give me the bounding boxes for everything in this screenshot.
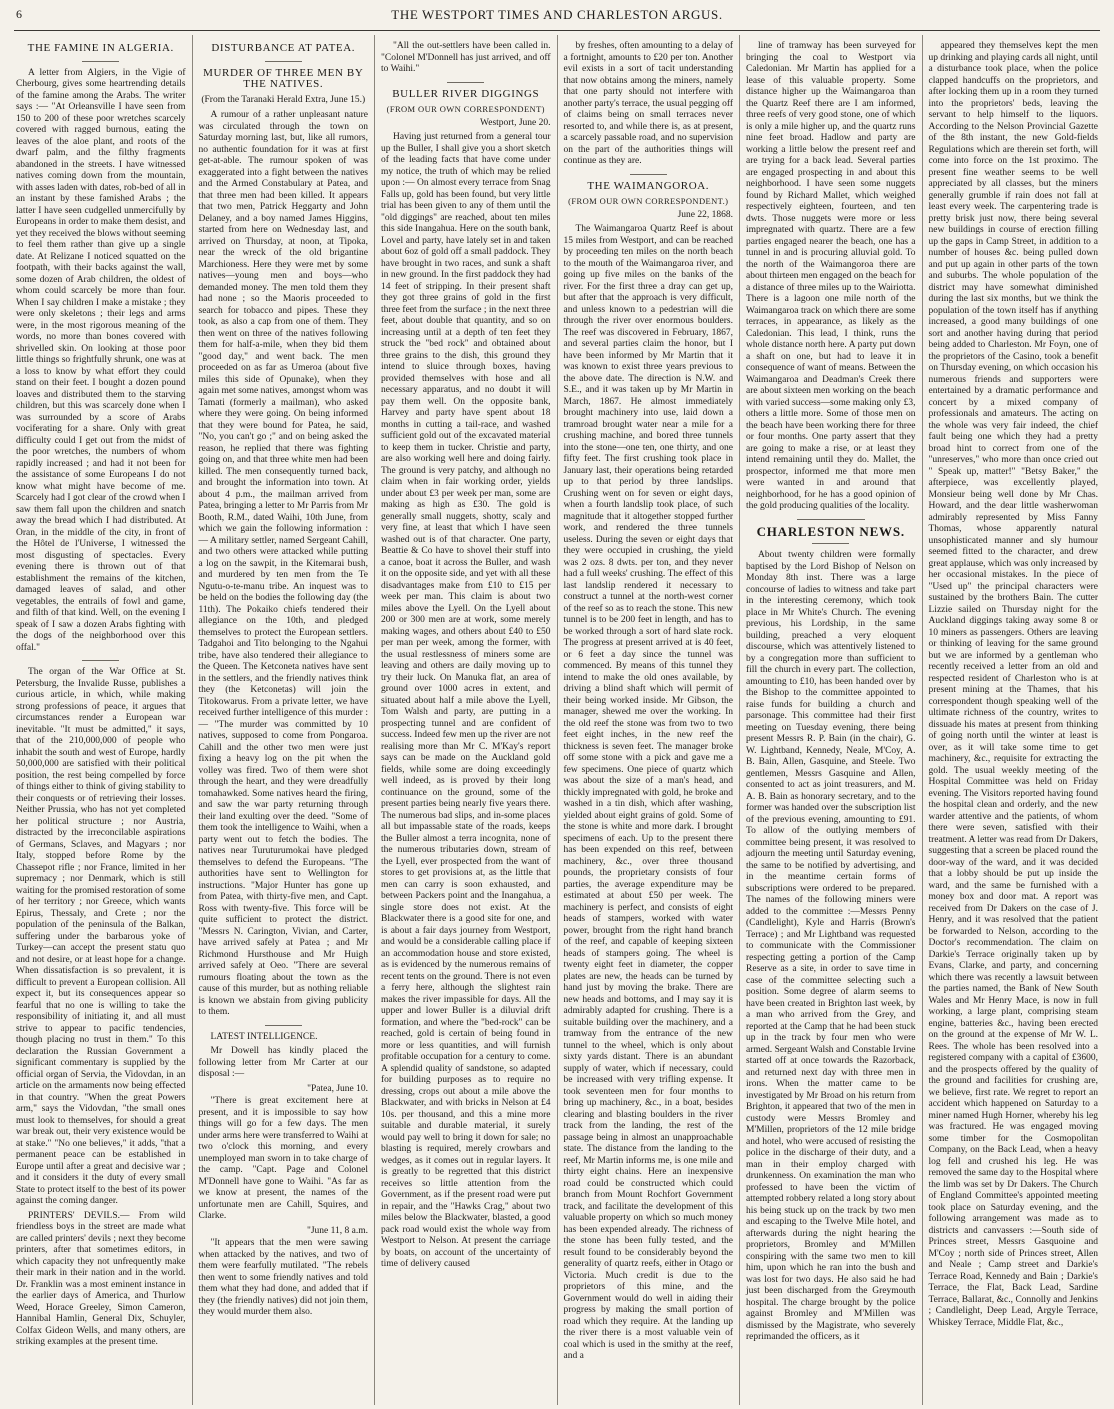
latest-intelligence-intro: Mr Dowell has kindly placed the following letter from Mr Carter at our disposal :— [198,1046,368,1079]
famine-algeria-article: A letter from Algiers, in the Vigie of Cherbourg, gives some heartrending details of the famine among the Arabs. The writer says :— "At Orleansville I have seen from 150 to 200 of these poor wretches scarcely covered with ragged burnous, eating the leaves of the aloe plant, and roots of the dwarf palm, and the filthy fragments abandoned in the streets. I have witnessed natives coming down from the mountain, with asses laden with dates, rob-bed of all in an instant by these famished Arabs ; the latter I have seen cudgelled unmercifully by Europeans in order to make them desist, and yet they received the blows without seeming to feel them rather than give up a single date. At Relizane I noticed squatted on the footpath, with their backs against the wall, some dozen of Arab children, the oldest of whom could scarcely be more than four. When I say children I make a mistake ; they were only skeletons ; their legs and arms were, in the most rigorous meaning of the words, no more than bones covered with shrivelled skin. On looking at those poor little things so frightfully shrunk, one was at a loss to know by what effort they could stand on their feet. I bought a dozen pound loaves and distributed them to the starving children, but this was scarcely done when I was surrounded by a score of Arabs vociferating for a share. Only with great difficulty could I get out from the midst of the poor wretches, the numbers of whom rapidly increased ; and had it not been for the assistance of some Europeans I do not know what might have become of me. Scarcely had I got clear of the crowd when I saw them fall upon the children and snatch away the bread which I had distributed. At Oran, in the middle of the city, in front of the Hôtel de l'Universe, I witnessed the most disgusting of spectacles. Every evening there is thrown out of that establishment the remains of the kitchen, damaged leaves of salad, and other vegetables, the entrails of fowl and game, and filth of that kind. Well, on the evening I speak of I saw a dozen Arabs fighting with the dogs of the neighborhood over this offal." [16,67,186,653]
column-1 [10,35,192,1405]
dateline: Westport, June 20. [480,117,551,128]
murder-heading: MURDER OF THREE MEN BY THE NATIVES. [203,66,364,90]
buller-river-heading: BULLER RIVER DIGGINGS [392,87,540,100]
newspaper-title: THE WESTPORT TIMES AND CHARLESTON ARGUS. [391,7,723,22]
printers-devils-article: PRINTERS' DEVILS.— From wild friendless boys in the street are made what are called printers' devils ; next they become printers, after that sometimes editors, in which capacity they not unfrequently make their mark in their nation and in the world. Dr. Franklin was a most eminent instance in the earlier days of America, and Thurlow Weed, Horace Greeley, Simon Cameron, Hannibal Hamlin, General Dix, Schuyler, Colfax Gideon Wells, and many others, are striking examples at the present time. [16,1210,186,1347]
letter-june-10 [199,1084,369,1223]
russia-war-article: The organ of the War Office at St. Petersburg, the Invalide Russe, publishes a curious article, in which, while making strong professions of peace, it argues that circumstances render a European war inevitable. "It must be admitted," it says, that of the 210,000,000 of people who inhabit the south and west of Europe, hardly 50,000,000 are satisfied with their political position, the rest being compelled by force of things either to think of giving stability to their conquests or of retrieving their losses. Neither Prussia, who has not yet completed her political structure ; nor Austria, distracted by the irreconcilable aspirations of Germans, Sclaves, and Magyars ; nor Italy, stopped before Rome by the Chassepot rifle ; nor France, limited in her supremacy ; nor Denmark, which is still waiting for the promised restoration of some of her territory ; nor Greece, which wants Epirus, Thessaly, and Crete ; nor the population of the peninsula of the Balkan, suffering under the barbarous yoke of Turkey—can accept the present statu quo and not desire, or at least hope for a change. When dissatisfaction is so prevalent, it is difficult to prevent a European collision. All expect it, but its consequences appear so fearful that no one is willing to take the responsibility of initiating it, and all must strive to appear to pacific tendencies, though placing no trust in them." To this declaration the Russian Government a significant commentary is supplied by the official organ of Servia, the Vidovdan, in an article on the armaments now being effected in that country. "When the great Powers arm," says the Vidovdan, "the small ones must look to themselves, for should a great war break out, their very existence would be at stake." "No one believes," it adds, "that a permanent peace can be established in Europe until after a great and decisive war ; and it considers it the duty of every small State to protect itself to the best of its power against the coming danger. [16,667,186,1206]
patea-article: A rumour of a rather unpleasant nature was circulated through the town on Saturday morning last, but, like all rumors, no authentic foundation for it was at first get-at-able. The rumour spoken of was exaggerated into a fight between the natives and the Armed Constabulary at Patea, and that three men had been killed. It appears that two men, Patrick Heggarty and John Delaney, and a boy named James Higgins, started from here on Wednesday last, and arrived on Thursday, at noon, at Tipoka, near the wreck of the old brigantine Marchioness. Here they were met by some natives—young men and boys—who demanded money. The men told them they had none ; so the Maoris proceeded to search for tobacco and pipes. These they took, as also a cap from one of them. They then went on three of the natives following them for half-a-mile, when they bid them "good day," and went back. The men proceeded on as far as Umeroa (about five miles this side of Opunake), when they again met some natives, amongst whom was Tamati (formerly a mailman), who asked where they were going. On being informed that they were bound for Patea, he said, "No, you can't go ;" and on being asked the reason, he replied that there was fighting going on, and that three white men had been killed. The men consequently turned back, and brought the information into town. At about 4 p.m., the mailman arrived from Patea, bringing a letter to Mr Parris from Mr Booth, R.M., dated Waihi, 10th June, from which we gain the following information :— A military settler, named Sergeant Cahill, and two others were attacked while putting a log on the sawpit, in the Kitemarai bush, and murdered by ten men from the Te Ngutu-o-te-manu tribe. An inquest was to be held on the bodies the following day (the 11th). The Pokaiko chiefs tendered their allegiance on the 10th, and pledged themselves to protect the European settlers. Tadgahoi and Tito belonging to the Ngahui tribe, have also tendered their allegiance to the Queen. The Ketconeta natives have sent in the settlers, and the friendly natives think they (the Ketconetas) will join the Titokowarus. From a private letter, we have received further intelligence of this murder :— "The murder was committed by 10 natives, supposed to come from Pongaroa. Cahill and the other two men were just fixing a heavy log on the pit when the volley was fired. Two of them were shot through the heart, and they were dreadfully tomahawked. Some natives heard the firing, and saw the war party returning through their land exulting over the deed. "Some of them took the intelligence to Waihi, when a party went out to fetch the bodies. The natives near Turuturumokai have pledged themselves to defend the Europeans. "The authorities have sent to Wellington for instructions. "Major Hunter has gone up from Patea, with thirty-five men, and Capt. Ross with twenty-five. This force will be quite sufficient to protect the district. "Messrs N. Carington, Vivian, and Carter, have arrived safely at Patea ; and Mr Richmond Hursthouse and Mr Huigh arrived safely at Oeo. "There are several rumours floating about the town as the cause of this murder, but as nothing reliable is known we abstain from giving publicity to them. [198,110,368,1017]
masthead [14,0,1100,31]
waimangoroa-article: The Waimangaroa Quartz Reef is about 15 miles from Westport, and can be reached by proceeding ten miles on the north beach to the mouth of the Waimangaroa river, and going up five miles on the banks of the river. For the first three a dray can get up, but after that the approach is very difficult, and unless known to a pedestrian will die through the river over enormous boulders. The reef was discovered in February, 1867, and several parties claim the honor, but I have been informed by Mr Martin that it was known to exist three years previous to the above date. The direction is N.W. and S.E., and it was taken up by Mr Martin in March, 1867. He almost immediately brought machinery into use, laid down a tramroad brought water near a mile for a crushing machine, and bored three tunnels into the stone—one ten, one thirty, and one fifty feet. The first crushing took place in January last, their operations being retarded up to that period by three landslips. Crushing went on for seven or eight days, when a fourth landslip took place, of such magnitude that it altogether stopped further work, and rendered the three tunnels useless. During the seven or eight days that they were occupied in crushing, the yield was 2 ozs. 8 dwts. per ton, and they never had a full weeks' crushing. The effect of this last landslip rendered it necessary to construct a tunnel at the north-west corner of the reef so as to reach the stone. This new tunnel is to be 200 feet in length, and has to be worked through a sort of hard slate rock. The progress at present arrived at is 40 feet, or 6 feet a day since the tunnel was commenced. By means of this tunnel they intend to make the old ones available, by driving a blind shaft which will permit of their being worked inside. Mr Gibson, the manager, shewed me over the working. In the old reef the stone was from two to two feet eight inches, in the new reef the thickness is seven feet. The manager broke off some stone with a pick and gave me a few specimens. One piece of quartz which was about the size of a man's head, and thickly impregnated with gold, he broke and washed in a tin dish, which after washing, yielded about eight grains of gold. Some of the stone is white and more dark. I brought specimens of each. Up to the present there has been expended on this reef, between machinery, &c., over three thousand pounds, the proprietary consists of four parties, the average expenditure may be estimated at about £50 per week. The machinery is perfect, and consists of eight heads of stampers, worked with water power, brought from the right hand branch of the reef, and capable of keeping sixteen heads of stampers going. The wheel is twenty eight feet in diameter, the copper plates are new, the heads can be turned by hand just by moving the brake. There are new heads and bottoms, and I may say it is admirably adapted for crushing. There is a suitable building over the machinery, and a tramway from the entrance of the new tunnel to the wheel, which is only about sixty yards distant. There is an abundant supply of water, which if necessary, could be increased with very trifling expense. It took seventeen men for four months to bring up machinery, &c., in a boat, besides clearing and blasting boulders in the river track from the landing, the rest of the passage being in almost an unapproachable state. The distance from the landing to the reef, Mr Martin informs me, is one mile and thirty eight chains. Here an inexpensive road could be constructed which could branch from Mount Rochfort Government track, and facilitate the development of this valuable property on which so much money has been expended already. The richness of the stone has been fully tested, and the result found to be considerably beyond the generality of quartz reefs, either in Otago or Victoria. Much credit is due to the proprietors of this mine, and the Government would do well in aiding their progress by making the small portion of road which they require. At the landing up the river there is a most valuable vein of coal which is used in the smithy at the reef, and a [563,224,733,1361]
divider [797,519,865,520]
waimangoroa-continued: line of tramway has been surveyed for bringing the coal to Westport via Caledonian. Mr Martin has applied for a lease of this valuable property. Some distance higher up the Waimangaroa than the Quartz Reef there are I am informed, three reefs of very good stone, one of which is only a mile higher up, and the quartz runs nine feet broad. Hadlow and party are working a little below the present reef and are trying for a back lead. Several parties are engaged prospecting in and about this neighborhood. I have seen some nuggets found by Richard Mallet, which weighed respectively eighteen, fourteen, and ten dwts. Those nuggets were more or less impregnated with quartz. There are a few parties engaged nearer the beach, one has a tunnel in and is procuring alluvial gold. To the north of the Waimangoroa there are about thirteen men engaged on the beach for a distance of three miles up to the Wairiotta. There is a lagoon one mile north of the Waimangaroa track on which there are some terraces, in appearance, as likely as the Caledonian. This lead, I think, runs the whole distance north here. A party put down a shaft on one, but had to leave it in consequence of want of means. Between the Waimangaroa and Deadman's Creek there are about sixteen men working on the beach with varied success—some making only £3, others a little more. Some of those men on the beach have been working there for three or four months. One party assert that they are going to make a rise, or at least they intend remaining until they do. Mallet, the prospector, informed me that more men were wanted in and around that neighborhood, for he has a good opinion of the gold producing qualities of the locality. [746,41,916,511]
column-3 [374,35,557,1405]
column-6 [922,35,1105,1405]
buller-continued: by freshes, often amounting to a delay of a fortnight, amounts to £20 per ton. Another evil exists in a sort of tacit understanding that now obtains among the miners, namely that one party should not interfere with another party's terrace, the usual pegging off of claims being on small terraces never resorted to, and while there is, as at present, a scarcely passable road, and no supervision on the part of the authorities things will continue as they are. [563,41,733,166]
charleston-news-continued: appeared they themselves kept the men up drinking and playing cards all night, until a disturbance took place, when the police clapped handcuffs on the proprietors, and after locking them up in a room they turned into the proprietors' beds, leaving the servant to help himself to the liquors. According to the Nelson Provincial Gazette of the 8th instant, the new Gold-fields Regulations which are therein set forth, will come into force on the 1st proximo. The present fine weather seems to be well appreciated by all classes, but the miners generally grumble if rain does not fall at least every week. The carpentering trade is pretty brisk just now, there being several new buildings in course of erection filling up the gaps in Camp Street, in addition to a number of houses &c. being pulled down and put up again in other parts of the town and suburbs. The whole population of the district may have somewhat diminished during the last six months, but we think the population of the town itself has if anything increased, a good many buildings of one sort and another having during that period being added to Charleston. Mr Foyn, one of the proprietors of the Casino, took a benefit on Thursday evening, on which occasion his numerous friends and supporters were entertained by a dramatic performance and concert by a mixed company of professionals and amateurs. The acting on the whole was very fair indeed, the chief fault being one which they had a pretty broad hint to correct from one of the "unreserves," who more than once cried out " Speak up, matter!" "Betsy Baker," the afterpiece, was excellently played, Monsieur being well done by Mr Chas. Howard, and the dear little washerwoman admirably represented by Miss Fanny Thomas, whose apparently natural unsophisticated manner and sly humour seemed fitted to the character, and drew great applause, which was only increased by her occasional mistakes. In the piece of "Used up" the principal characters were sustained by the brothers Bain. The cutter Lizzie sailed on Thursday night for the Auckland diggings taking away some 8 or 10 miners as passengers. Others are leaving or thinking of leaving for the same ground but we are informed by a gentleman who recently received a letter from an old and respected resident of Charleston who is at present mining at the Thames, that his correspondent though speaking well of the ultimate richness of the country, writes to dissuade his mates at present from thinking of going north until the winter at least is over, as it will take some time to get machinery, &c., requisite for extracting the gold. The usual weekly meeting of the Hospital Committee was held on Friday evening. The Visitors reported having found the hospital clean and orderly, and the new warder attentive and the patients, of whom there were seven, satisfied with their treatment. A letter was read from Dr Dakers, suggesting that a screen be placed round the door-way of the ward, and it was decided that a lobby should be put up inside the ward, and the same be furnished with a money box and door mat. A report was received from Dr Dakers on the case of J. Henry, and it was resolved that the patient be forwarded to Nelson, according to the Doctor's recommendation. The claim on Darkie's Terrace originally taken up by Evans, Clarke, and party, and concerning which there was recently a lawsuit between the parties named, the Bank of New South Wales and Mr Henry Mace, is now in full working, a large plant, comprising steam engine, batteries &c., having been erected on the ground at the expense of Mr W. L. Rees. The whole has been resolved into a registered company with a capital of £3600, and the prospects offered by the quality of the ground and facilities for crushing are, we believe, first rate. We regret to report an accident which happened on Saturday to a miner named Hugh Horner, whereby his leg was fractured. He was engaged moving some timber for the Cosmopolitan Company, on the Back Lead, when a heavy log fell and crushed his leg. He was removed the same day to the Hospital where the limb was set by Dr Dakers. The Church of England Committee's appointed meeting took place on Saturday evening, and the following arrangement was made as to districts and canvassers :—South side of Princes street, Messrs Gasquoine and M'Coy ; north side of Princes street, Allen and Neale ; Camp street and Darkie's Terrace Road, Kennedy and Bain ; Darkie's Terrace, the Flat, Back Lead, Sardine Terrace, Ballarat, &c., Connolly and Jenkins ; Candlelight, Deep Lead, Argyle Terrace, Whiskey Terrace, Middle Flat, &c., [928,41,1098,1328]
correspondent-line: (FROM OUR OWN CORRESPONDENT.) [568,196,729,206]
letter-date: "Patea, June 10. [307,1083,368,1094]
divider [265,61,302,62]
divider [82,660,119,661]
letter-body: "There is great excitement here at present, and it is impossible to say how things will go for a few days. The men under arms here were transferred to Waihi at two o'clock this morning, and every unemployed man sworn in to take charge of the camp. "Capt. Page and Colonel M'Donnell have gone to Waihi. "As far as we know at present, the names of the unfortunate men are Cahill, Squires, and Clarke. [198,1096,368,1221]
latest-intelligence-heading: LATEST INTELLIGENCE. [210,1031,318,1042]
divider [630,174,667,175]
charleston-news-heading: CHARLESTON NEWS. [756,523,905,539]
correspondent-line: (FROM OUR OWN CORRESPONDENT) [386,104,545,114]
divider [812,543,849,544]
buller-river-article: Having just returned from a general tour up the Buller, I shall give you a short sketch of the leading facts that have come under my notice, the truth of which may be relied upon :— On almost every terrace from Snag Falls up, gold has been found, but very little trial has been given to any of them until the "old diggings" are reached, about ten miles this side Inangahua. Here on the south bank, Lovel and party, have lately set in and taken about 6oz of gold off a small paddock. They have brought in two races, and sunk a shaft in new ground. In the first paddock they had 14 feet of stripping. In their present shaft they got three grains of gold in the first three feet from the surface ; in the next three feet, about double that quantity, and so on increasing until at a depth of ten feet they struck the "bed rock" and obtained about three grains to the dish, this ground they intend to sluice through boxes, having provided themselves with hose and all necessary apparatus, and no doubt it will pay them well. On the opposite bank, Harvey and party have spent about 18 months in cutting a tail-race, and washed sufficient gold out of the excavated material to keep them in tucker. Christie and party, are also working well here and doing fairly. The ground is very patchy, and although no claim when in fair working order, yields under about £3 per week per man, some are making as high as £30. The gold is generally small nuggets, shotty, scaly and very fine, at least that which I have seen washed out is of that character. One party, Beattie & Co have to shovel their stuff into a canoe, boat it across the Buller, and wash it on the opposite side, and yet with all these disadvantages make from £10 to £15 per week per man. This claim is about two miles above the Lyell. On the Lyell about 200 or 300 men are at work, some merely making wages, and others about £40 to £50 per man per week, among the former, with the usual restlessness of miners some are leaving and others are daily moving up to try their luck. On Manuka flat, an area of ground over 1000 acres in extent, and situated about half a mile above the Lyell, Tom Walsh and party, are putting in a prospecting tunnel and are confident of success. Indeed few men up the river are not realising more than Mr C. M'Kay's report says can be made on the Auckland gold fields, while some are doing exceedingly well indeed, as is proved by their long continuance on the ground, some of the present parties being nearly five years there. The numerous bad slips, and in-some places all but impassable state of the roads, keeps the Buller almost a terra incognita, none of the numerous tributaries down, stream of the Lyell, ever prospected from the want of stores to get provisions at, as the little that men can carry is soon exhausted, and between Packers point and the Inangahua, a single store does not exist. At the Blackwater there is a good site for one, and is about a fair days journey from Westport, and would be a considerable calling place if an accommodation house and store existed, as is evidenced by the numerous remains of recent tents on the ground. There is not even a ferry here, although the slightest rain makes the river impassible for days. All the upper and lower Buller is a diluvial drift formation, and where the "bed-rock" can be reached, gold is certain of being found in more or less quantities, and will furnish profitable occupation for a century to come. A splendid quality of sandstone, so adapted for building purposes as to require no dressing, crops out about a mile above the Blackwater, and with bricks in Nelson at £4 10s. per thousand, and this a mine more suitable and durable material, it surely would pay well to bring it down for sale; no blasting is required, merely crowbars and wedges, as it comes out in regular layers. It is greatly to be regretted that this district receives so little attention from the Government, as if the present road were put in repair, and the "Hawks Crag," about two miles below the Blackwater, blasted, a good pack road would exist the whole way from Westport to Nelson. At present the carriage by boats, on account of the uncertainty of time of delivery caused [381,132,551,1269]
divider [82,61,119,62]
column-2 [192,35,375,1405]
patea-continued: "All the out-settlers have been called in. "Colonel M'Donnell has just arrived, and off to Waihi." [381,41,551,74]
famine-algeria-heading: THE FAMINE IN ALGERIA. [27,42,174,54]
letter-body: "It appears that the men were sawing when attacked by the natives, and two of them were fearfully mutilated. "The rebels then went to some friendly natives and told them what they had done, and added that if they (the friendly natives) did not join them, they would murder them also. [198,1238,368,1317]
column-4 [557,35,740,1405]
letter-date: "June 11, 8 a.m. [306,1225,368,1236]
waimangoroa-heading: THE WAIMANGOROA. [587,179,710,192]
columns [10,35,1104,1405]
divider [447,82,484,83]
divider [265,1025,302,1026]
letter-june-11 [199,1226,369,1319]
charleston-news-article: About twenty children were formally baptised by the Lord Bishop of Nelson on Monday 8th inst. There was a large concourse of ladies to witness and take part in the interesting ceremony, which took place in Mr White's Church. The evening previous, his Lordship, in the same building, preached a very eloquent discourse, which was attentively listened to by a congregation more than sufficient to fill the church in every part. The collection, amounting to £10, has been handed over by the Bishop to the committee appointed to raise funds for building a church and parsonage. This committee had their first meeting on Tuesday evening, there being present Messrs R. P. Bain (in the chair), G. W. Lightband, Kennedy, Neale, M'Coy, A. B. Bain, Allen, Gasquine, and Steele. Two gentlemen, Messrs Gasquine and Allen, consented to act as joint treasurers, and M. A. B. Bain as honorary secretary, and to the former was handed over the subscription list of the previous evening, amounting to £91. To allow of the outlying members of committee being present, it was resolved to adjourn the meeting until Saturday evening, the same to be notified by advertising, and in the meantime certain forms of subscriptions were ordered to be prepared. The names of the following miners were added to the committee :—Messrs Penny (Candlelight), Kyle and Harris (Brown's Terrace) ; and Mr Lightband was requested to communicate with the Commissioner respecting getting a portion of the Camp Reserve as a site, in order to save time in case of the committee selecting such a position. Some degree of alarm seems to have been created in Brighton last week, by a man who arrived from the Grey, and reported at the Camp that he had been stuck up in the track by four men who were armed. Sergeant Walsh and Constable Irvine started off at once towards the Razorback, and returned next day with three men in irons. When the matter came to be investigated by Mr Broad on his return from Brighton, it appeared that two of the men in custody were Messrs Bromley and M'Millen, proprietors of the 12 mile bridge and hotel, who were accused of resisting the police in the discharge of their duty, and a man in their employ charged with drunkenness. On examination the man who professed to have been the victim of attempted robbery related a long story about his being stuck up on the track by two men and escaping to the Twelve Mile hotel, and afterwards during the night hearing the proprietors, Bromley and M'Millen conspiring with the same two men to kill him, upon which he ran into the bush and was lost for two days. He also said he had just been discharged from the Greymouth hospital. The charge brought by the police against Bromley and M'Millen was dismissed by the Magistrate, who severely reprimanded the officers, as it [746,550,916,1342]
page-number: 6 [16,7,22,21]
source-credit: (From the Taranaki Herald Extra, June 15.) [201,94,366,105]
disturbance-patea-heading: DISTURBANCE AT PATEA. [211,42,356,54]
column-5 [739,35,922,1405]
dateline: June 22, 1868. [677,209,733,220]
